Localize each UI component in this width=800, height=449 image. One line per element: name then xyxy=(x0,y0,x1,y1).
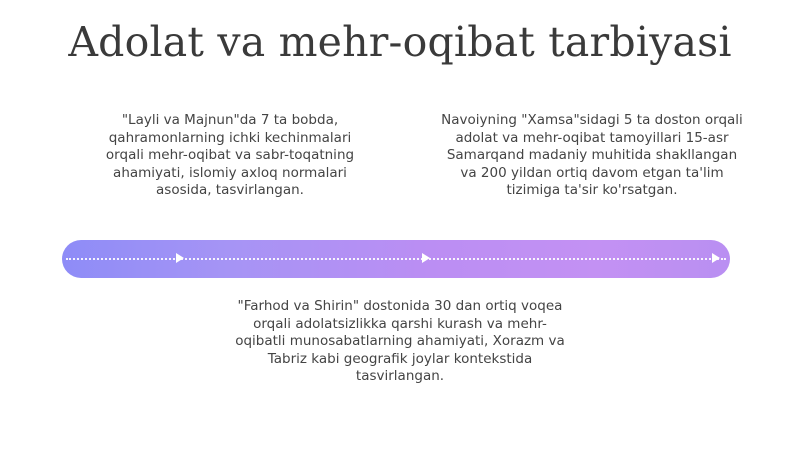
timeline-bar xyxy=(62,240,730,278)
text-block-bottom: "Farhod va Shirin" dostonida 30 dan ortiq voqea orqali adolatsizlikka qarshi kurash va mehr- oqibatli munosabatlarning ahamiyati, Xorazm va Tabriz kabi geografik joylar kontekstida tasvirlangan. xyxy=(235,298,565,384)
slide-title: Adolat va mehr-oqibat tarbiyasi xyxy=(68,18,732,66)
arrow-right-icon xyxy=(176,253,184,263)
arrow-right-icon xyxy=(712,253,720,263)
timeline-dotted-line xyxy=(66,258,726,260)
text-block-right: Navoiyning "Xamsa"sidagi 5 ta doston orqali adolat va mehr-oqibat tamoyillari 15-asr Samarqand madaniy muhitida shakllangan va 200 yildan ortiq davom etgan ta'lim tizimiga ta'sir ko'rsatgan. xyxy=(441,112,743,198)
text-block-left: "Layli va Majnun"da 7 ta bobda, qahramonlarning ichki kechinmalari orqali mehr-oqibat va sabr-toqatning ahamiyati, islomiy axloq normalari asosida, tasvirlangan. xyxy=(105,112,355,198)
arrow-right-icon xyxy=(422,253,430,263)
